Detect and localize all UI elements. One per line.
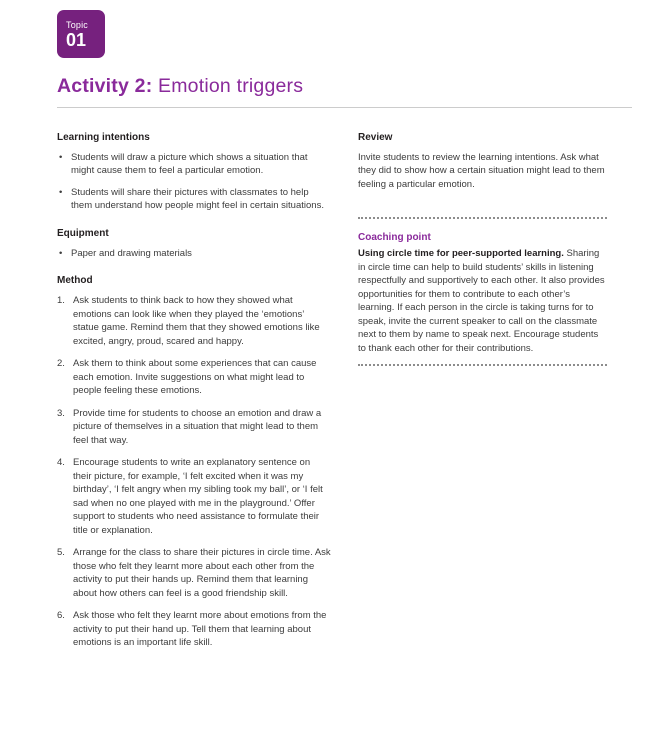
- coaching-point-lead: Using circle time for peer-supported learning.: [358, 248, 564, 260]
- title-divider: [57, 107, 632, 108]
- activity-name: Emotion triggers: [158, 75, 304, 97]
- method-step: Encourage students to write an explanatory sentence on their picture, for example, ‘I felt excited when it was my birthday’, ‘I felt angry when my sibling took my ball’, or ‘I felt sad when no one played with me in the playground.’ Offer support to students who need assistance to formulate their title or explanation.: [73, 457, 323, 536]
- left-column: [57, 132, 331, 659]
- method-step: Ask students to think back to how they showed what emotions can look like when they played the ‘emotions’ statue game. Remind them that they showed emotions like excited, angry, proud, scared and happy.: [73, 295, 320, 347]
- coaching-point-text: Sharing in circle time can help to build students’ skills in listening respectfully and supportively to each other. It also provides opportunities for them to contribute to each other’s learning. If each person in the circle is taking turns for to speak, invite the current speaker to call on the classmate next to them by name to speak next. Encourage students to thank each other for their contributions.: [358, 248, 605, 354]
- method-step: Provide time for students to choose an emotion and draw a picture of themselves in a situation that might lead to them feel that way.: [73, 407, 322, 446]
- list-item: • Students will draw a picture which shows a situation that might cause them to feel a particular emotion.: [57, 151, 331, 178]
- review-body: Invite students to review the learning intentions. Ask what they did to show how a certain situation might lead to them feeling a particular emotion.: [358, 152, 605, 190]
- method-heading: Method: [57, 275, 93, 287]
- content-columns: [57, 132, 632, 659]
- topic-number: 01: [66, 29, 87, 50]
- page-title: [57, 75, 632, 98]
- method-step: Ask those who felt they learnt more about emotions from the activity to put their hand up. Tell them that learning about emotions is an important life skill.: [73, 610, 327, 649]
- review-heading: Review: [358, 132, 393, 143]
- method-step: Ask them to think about some experiences that can cause each emotion. Invite suggestions on what might lead to people feeling these emotions.: [73, 358, 317, 397]
- list-item: • Students will share their pictures with classmates to help them understand how people might feel in certain situations.: [57, 186, 331, 213]
- learning-intentions-list: [57, 151, 331, 213]
- right-column: [358, 132, 607, 659]
- method-step: Arrange for the class to share their pictures in circle time. Ask those who felt they learnt more about each other from the activity to put their hands up. Remind them that learning about how others can feel is a good friendship skill.: [73, 547, 331, 599]
- topic-badge: [57, 10, 105, 58]
- coaching-point-body: [358, 247, 607, 355]
- topic-label: Topic: [66, 19, 89, 30]
- list-item: • Paper and drawing materials: [57, 247, 331, 260]
- dotted-divider: [358, 364, 607, 366]
- learning-intentions-heading: Learning intentions: [57, 132, 150, 143]
- equipment-list: [57, 247, 331, 260]
- dotted-divider: [358, 217, 607, 219]
- method-steps: [57, 294, 331, 649]
- coaching-point-heading: Coaching point: [358, 232, 431, 244]
- equipment-heading: Equipment: [57, 227, 109, 239]
- activity-label: Activity 2:: [57, 75, 153, 97]
